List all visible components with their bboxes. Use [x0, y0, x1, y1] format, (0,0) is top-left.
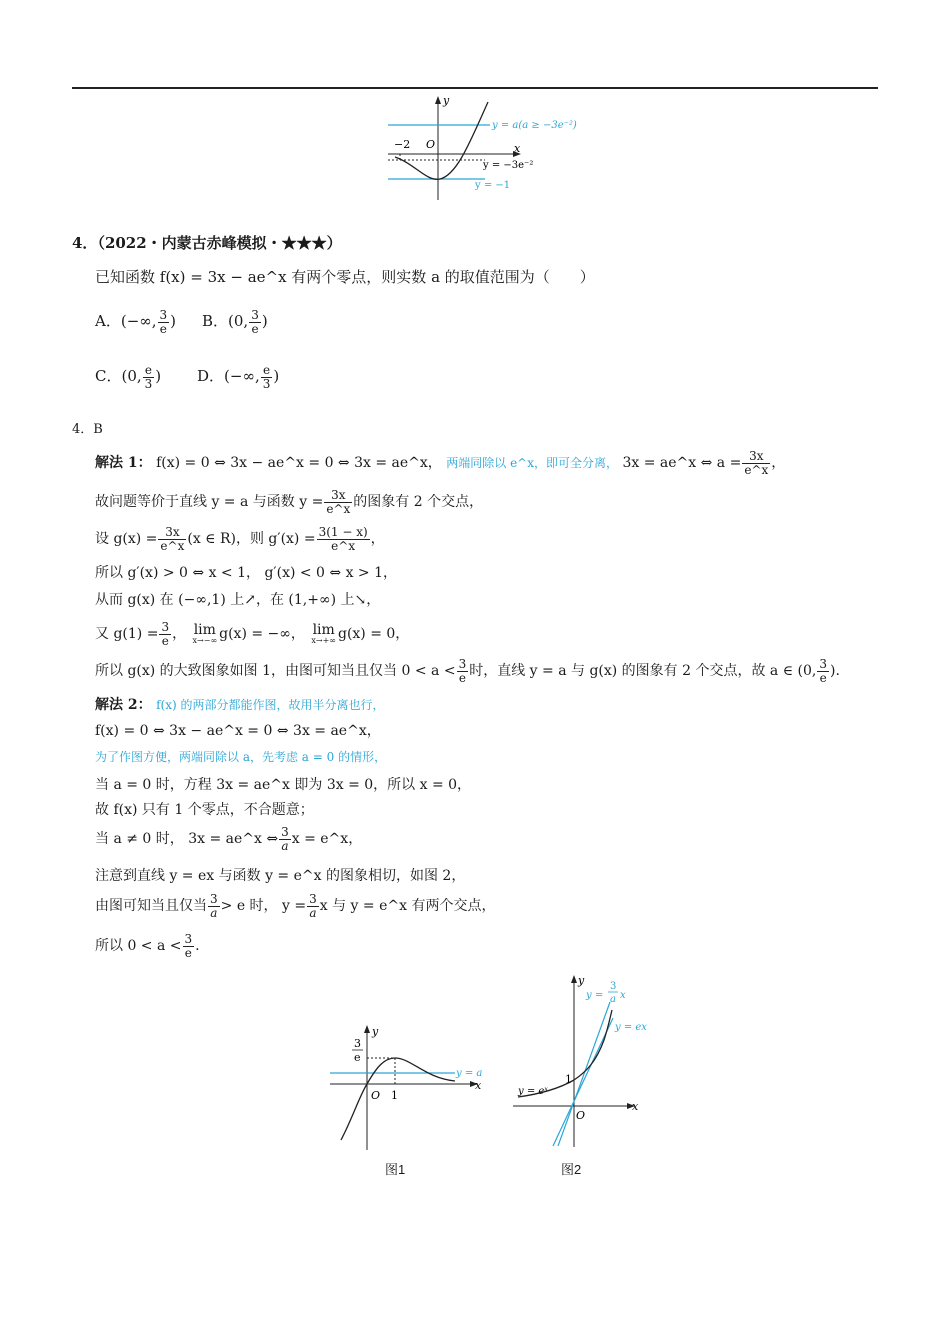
top-line-neg1-label: y = −1	[475, 180, 511, 191]
top-neg2-label: −2	[394, 138, 411, 151]
lim-pos	[311, 623, 336, 645]
lim-neg-sub: x→−∞	[192, 636, 218, 646]
fig1-origin-label: O	[371, 1089, 381, 1102]
m2-l8-frac2-num: 3	[309, 892, 317, 906]
option-c-letter: C．	[95, 367, 122, 386]
m2-l8-frac2-den: a	[309, 905, 317, 920]
fig2-y-arrow	[571, 975, 577, 983]
m2-l8c: y =	[282, 898, 307, 915]
fig1-curve	[341, 1058, 455, 1140]
m1-line1: 解法 1： f(x) = 0 ⇔ 3x − ae^x = 0 ⇔ 3x = ae^x， 两端同除以 e^x，即可全分离， 3x = ae^x ⇔ a = $\frac{3x}{e\^{}x}$ ，	[95, 449, 786, 477]
m1-l7-frac1-num: 3	[458, 657, 467, 671]
lim-neg-word: lim	[193, 622, 216, 639]
m2-l5: 故 f(x) 只有 1 个零点，不合题意；	[95, 802, 314, 818]
option-d-den: 3	[262, 376, 271, 391]
m1-l6d: g(x) = 0，	[337, 626, 410, 643]
fig2-one-label: 1	[565, 1073, 572, 1086]
option-c-post: )	[155, 367, 162, 386]
m1-l1b: 两端同除以 e^x，即可全分离，	[446, 456, 619, 471]
option-a-pre: (−∞,	[120, 312, 157, 331]
m1-l3-frac2-num: 3(1 − x)	[318, 525, 368, 539]
option-a-num: 3	[159, 308, 168, 322]
m1-l3a: 设 g(x) =	[95, 531, 158, 548]
fig1-frac-num: 3	[354, 1037, 361, 1050]
m2-l8b: > e 时，	[220, 898, 278, 915]
fig1-line-label: y = a	[456, 1068, 483, 1079]
m2-l9b: .	[195, 938, 200, 955]
m1-l2-frac-num: 3x	[324, 489, 352, 503]
option-b-letter: B．	[202, 312, 229, 331]
m1-line7	[95, 658, 840, 684]
problem-stem: 已知函数 f(x) = 3x − ae^x 有两个零点，则实数 a 的取值范围为（ ）	[95, 268, 595, 286]
top-x-label: x	[514, 142, 521, 155]
m2-line8	[95, 893, 495, 919]
m2-l9-frac-den: e	[184, 945, 192, 960]
fig1-frac-den: e	[354, 1051, 361, 1064]
m1-l5: 从而 g(x) 在 (−∞,1) 上↗，在 (1,+∞) 上↘，	[95, 592, 381, 608]
m2-l8-frac1-num: 3	[210, 892, 218, 906]
fig2-x-label: x	[632, 1100, 639, 1113]
lim-neg	[193, 623, 218, 645]
fig2-steep-num: 3	[610, 981, 617, 992]
option-a-post: )	[170, 312, 177, 331]
m1-line3	[95, 526, 385, 552]
figure-2	[510, 972, 660, 1152]
m1-l7b: 时，直线 y = a 与 g(x) 的图象有 2 个交点，故 a ∈ (0,	[469, 663, 817, 680]
m1-l7c: ).	[830, 663, 840, 680]
m1-l3-frac1-den: e^x	[160, 538, 185, 553]
fig1-caption: 图1	[385, 1162, 406, 1177]
m1-l1a: f(x) = 0 ⇔ 3x − ae^x = 0 ⇔ 3x = ae^x，	[156, 455, 442, 472]
m1-l6a: 又 g(1) =	[95, 626, 159, 643]
top-line-min-label: y = −3e⁻²	[483, 160, 534, 171]
fig1-y-label: y	[372, 1025, 379, 1038]
fig2-y-label: y	[578, 974, 585, 987]
problem-header	[72, 236, 342, 251]
m1-l1-frac-den: e^x	[744, 462, 769, 477]
m2-l8-frac1-den: a	[210, 905, 218, 920]
m2-l6-frac-den: a	[281, 838, 289, 853]
option-c-den: 3	[144, 376, 153, 391]
option-b-pre: (0,	[228, 312, 249, 331]
problem-source: （2022・内蒙古赤峰模拟・★★★）	[97, 234, 342, 252]
option-c-num: e	[143, 364, 155, 378]
fig2-origin-label: O	[576, 1109, 586, 1122]
option-b-den: e	[251, 321, 259, 336]
m2-label: 解法 2：	[95, 697, 152, 713]
fig2-steep-pre: y =	[586, 990, 604, 1001]
option-d-letter: D．	[197, 367, 225, 386]
option-b-post: )	[261, 312, 268, 331]
m2-l6b: x = e^x，	[291, 831, 363, 848]
m1-l6-frac-den: e	[161, 633, 169, 648]
header-rule	[72, 87, 878, 89]
m2-l9-frac-num: 3	[184, 932, 193, 946]
m1-l3c: ，	[370, 531, 385, 548]
m2-l8a: 由图可知当且仅当	[95, 898, 207, 915]
m1-l3-frac2-den: e^x	[331, 538, 356, 553]
m1-line2	[95, 489, 483, 515]
top-y-arrow	[435, 96, 441, 104]
m2-l1: f(x) 的两部分都能作图，故用半分离也行，	[156, 698, 385, 712]
m1-l2b: 的图象有 2 个交点，	[353, 494, 484, 511]
fig1-one-label: 1	[391, 1089, 398, 1102]
m1-l7a: 所以 g(x) 的大致图象如图 1，由图可知当且仅当 0 < a <	[95, 663, 456, 680]
m1-l3b: (x ∈ R)，则 g′(x) =	[187, 531, 316, 548]
m2-line1	[95, 698, 384, 712]
option-d-pre: (−∞,	[224, 367, 260, 386]
m1-l1-frac-num: 3x	[742, 450, 770, 464]
m1-l6-frac-num: 3	[161, 620, 170, 634]
option-b-num: 3	[251, 308, 259, 322]
top-origin-label: O	[426, 138, 436, 151]
m2-l9a: 所以 0 < a <	[95, 938, 182, 955]
m1-l4: 所以 g′(x) > 0 ⇔ x < 1， g′(x) < 0 ⇔ x > 1，	[95, 565, 398, 581]
option-b	[202, 309, 268, 335]
m2-line6	[95, 826, 362, 852]
option-d-post: )	[273, 367, 280, 386]
figure-1	[325, 1022, 490, 1154]
option-a-letter: A．	[95, 312, 121, 331]
top-y-label: y	[443, 94, 450, 107]
m1-l6b: ，	[172, 626, 187, 643]
lim-pos-sub: x→+∞	[311, 636, 336, 646]
fig2-steep-den: a	[610, 994, 616, 1005]
fig2-curve-label: y = eˣ	[518, 1086, 548, 1097]
m2-l6a: 当 a ≠ 0 时， 3x = ae^x ⇔	[95, 831, 279, 848]
option-c-pre: (0,	[121, 367, 142, 386]
fig2-tangent	[553, 1018, 613, 1146]
m1-l2-frac-den: e^x	[326, 501, 351, 516]
fig2-steep-post: x	[620, 990, 626, 1001]
answer: 4．B	[72, 422, 103, 437]
m2-l6-frac-num: 3	[281, 825, 289, 839]
m2-l2: f(x) = 0 ⇔ 3x − ae^x = 0 ⇔ 3x = ae^x，	[95, 723, 381, 739]
option-d	[197, 364, 279, 390]
m2-l7: 注意到直线 y = ex 与函数 y = e^x 的图象相切，如图 2，	[95, 868, 466, 884]
m1-l7-frac2-num: 3	[819, 657, 827, 671]
option-c	[95, 364, 161, 390]
m2-line9	[95, 933, 200, 959]
fig2-caption: 图2	[561, 1162, 582, 1177]
fig1-x-label: x	[475, 1079, 482, 1092]
problem-number: 4．	[72, 234, 98, 252]
top-figure	[385, 92, 605, 204]
m1-l6c: g(x) = −∞，	[219, 626, 305, 643]
fig2-tangent-label: y = ex	[615, 1022, 647, 1033]
option-d-num: e	[261, 364, 273, 378]
m1-label: 解法 1：	[95, 455, 152, 472]
m1-l1c: 3x = ae^x ⇔ a =	[622, 455, 742, 472]
fig1-y-arrow	[364, 1025, 370, 1033]
option-a-den: e	[159, 321, 167, 336]
m1-l7-frac1-den: e	[458, 670, 466, 685]
m1-l2a: 故问题等价于直线 y = a 与函数 y =	[95, 494, 324, 511]
lim-pos-word: lim	[312, 622, 335, 639]
m2-l3: 为了作图方便，两端同除以 a，先考虑 a = 0 的情形，	[95, 750, 387, 764]
m1-l3-frac1-num: 3x	[158, 526, 186, 540]
m1-l7-frac2-den: e	[819, 670, 827, 685]
option-a	[95, 309, 176, 335]
m2-l8d: x 与 y = e^x 有两个交点，	[319, 898, 496, 915]
m1-line6	[95, 621, 409, 647]
top-line-a-label: y = a(a ≥ −3e⁻²)	[492, 120, 577, 131]
m2-l4: 当 a = 0 时，方程 3x = ae^x 即为 3x = 0，所以 x = 0，	[95, 777, 472, 793]
